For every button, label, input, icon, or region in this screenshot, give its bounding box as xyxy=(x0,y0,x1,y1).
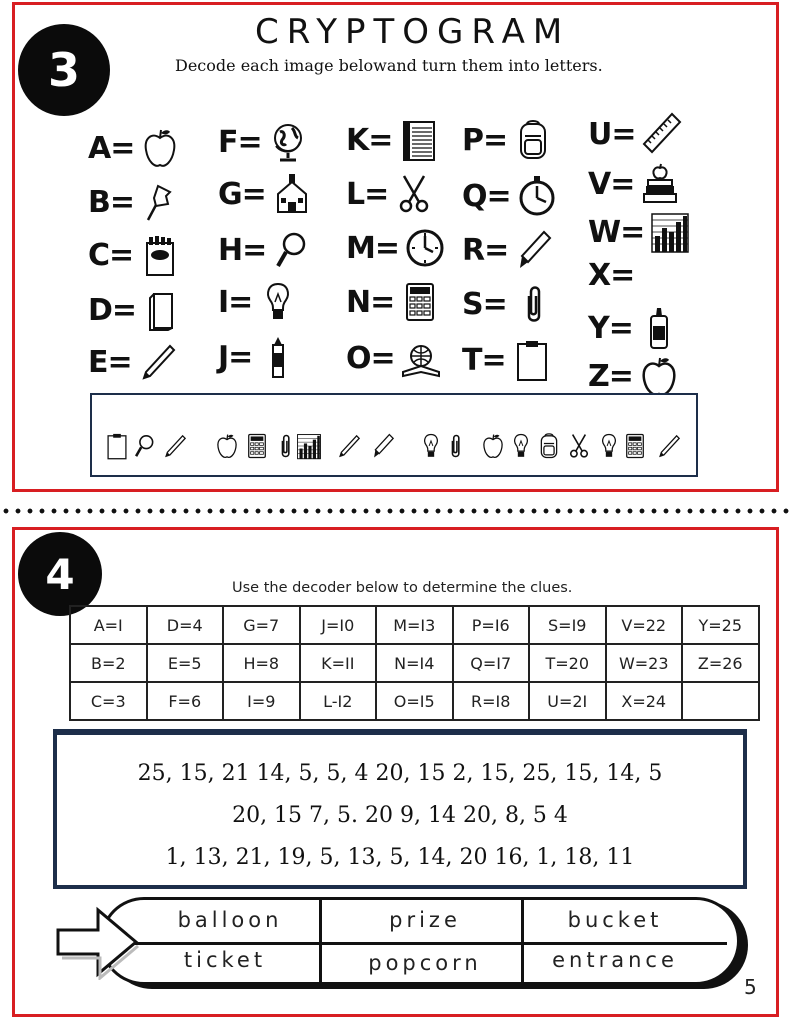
backpack-icon xyxy=(536,432,562,460)
cipher-key-entry xyxy=(462,282,553,326)
cipher-key-entry xyxy=(462,338,552,382)
clipboard-icon xyxy=(104,432,130,460)
pencil-icon xyxy=(162,432,188,460)
calculator-icon xyxy=(400,280,440,324)
decoder-instruction: Use the decoder below to determine the clues. xyxy=(232,580,573,596)
cipher-key-entry xyxy=(588,162,680,206)
cipher-key-letter: S= xyxy=(462,286,507,322)
pencil-icon xyxy=(138,340,178,384)
decoder-row xyxy=(70,606,759,644)
page-number: 5 xyxy=(744,975,757,999)
apple-icon xyxy=(480,432,506,460)
decoder-cell: T=20 xyxy=(529,644,606,682)
cipher-key-entry xyxy=(218,335,298,379)
word-bank-item: bucket xyxy=(567,908,663,932)
page-title: CRYPTOGRAM xyxy=(255,12,571,52)
pushpin-icon xyxy=(140,180,180,224)
crayon-icon xyxy=(258,335,298,379)
lightbulb-icon xyxy=(258,280,298,324)
cipher-key-entry xyxy=(88,288,182,332)
bar-chart-icon xyxy=(296,432,322,460)
glue-icon xyxy=(639,306,679,350)
cipher-key-entry xyxy=(462,174,557,218)
cipher-key-entry xyxy=(88,180,180,224)
decoder-table xyxy=(69,605,760,721)
cipher-key-entry xyxy=(588,210,690,254)
clue-line: 1, 13, 21, 19, 5, 13, 5, 14, 20 16, 1, 18, 11 xyxy=(165,845,635,870)
cipher-key-entry xyxy=(218,120,308,164)
open-book-globe-icon xyxy=(401,336,441,380)
cipher-key-letter: Z= xyxy=(588,358,633,394)
paperclip-icon xyxy=(442,432,468,460)
decoder-cell: K=II xyxy=(300,644,377,682)
cipher-key-entry xyxy=(88,126,180,170)
arrow-right-icon xyxy=(52,904,142,980)
pen-icon xyxy=(514,228,554,272)
decoder-cell: J=I0 xyxy=(300,606,377,644)
cipher-key-letter: L= xyxy=(346,176,389,212)
cipher-key-letter: C= xyxy=(88,237,134,273)
cipher-key-entry xyxy=(346,172,434,216)
decoder-cell: V=22 xyxy=(606,606,683,644)
decoder-cell: Z=26 xyxy=(682,644,759,682)
cipher-key-entry xyxy=(588,112,682,156)
cipher-key-letter: Q= xyxy=(462,178,511,214)
cipher-key-letter: V= xyxy=(588,166,635,202)
decoder-cell: N=I4 xyxy=(376,644,453,682)
magnifier-icon xyxy=(272,228,312,272)
apple-outline-icon xyxy=(639,354,679,398)
globe-icon xyxy=(268,120,308,164)
lightbulb-icon xyxy=(418,432,444,460)
cipher-key-entry xyxy=(462,118,553,162)
crayon-box-icon xyxy=(139,233,179,277)
cipher-key-entry xyxy=(218,228,312,272)
cipher-key-letter: A= xyxy=(88,130,135,166)
decoder-cell: B=2 xyxy=(70,644,147,682)
paperclip-icon xyxy=(272,432,298,460)
cipher-key-letter: F= xyxy=(218,124,262,160)
decoder-cell: S=I9 xyxy=(529,606,606,644)
cipher-key-letter: G= xyxy=(218,176,266,212)
clue-box xyxy=(53,729,747,889)
pencil-icon xyxy=(656,432,682,460)
cryptogram-instruction: Decode each image belowand turn them into letters. xyxy=(175,56,603,75)
decoder-cell: A=I xyxy=(70,606,147,644)
cipher-key-letter: P= xyxy=(462,122,508,158)
cipher-key-entry xyxy=(218,172,312,216)
lightbulb-icon xyxy=(508,432,534,460)
cipher-key-entry xyxy=(88,340,178,384)
decoder-cell: W=23 xyxy=(606,644,683,682)
activity-number-badge: 4 xyxy=(18,532,102,616)
notebook-icon xyxy=(398,118,438,162)
decoder-cell: M=I3 xyxy=(376,606,453,644)
cipher-key-letter: K= xyxy=(346,122,393,158)
clue-line: 20, 15 7, 5. 20 9, 14 20, 8, 5 4 xyxy=(232,803,568,828)
decoder-cell: Q=I7 xyxy=(453,644,530,682)
dotted-divider xyxy=(0,506,794,516)
cipher-key-letter: O= xyxy=(346,340,395,376)
clue-line: 25, 15, 21 14, 5, 5, 4 20, 15 2, 15, 25, 15, 14, 5 xyxy=(137,761,663,786)
cipher-key-entry xyxy=(588,258,634,293)
decoder-cell: H=8 xyxy=(223,644,300,682)
cipher-key-letter: R= xyxy=(462,232,509,268)
decoder-cell: X=24 xyxy=(606,682,683,720)
cipher-key-entry xyxy=(88,233,179,277)
cipher-key-entry xyxy=(346,118,438,162)
cipher-key-letter: N= xyxy=(346,284,395,320)
cipher-key-letter: Y= xyxy=(588,310,633,346)
cipher-key-letter: E= xyxy=(88,344,132,380)
cipher-key-entry xyxy=(346,336,441,380)
cipher-key-entry xyxy=(462,228,554,272)
word-bank-item: entrance xyxy=(552,948,678,972)
decoder-cell: Y=25 xyxy=(682,606,759,644)
decoder-cell: P=I6 xyxy=(453,606,530,644)
decoder-row xyxy=(70,644,759,682)
cipher-key-entry xyxy=(218,280,298,324)
calculator-icon xyxy=(622,432,648,460)
cipher-key-letter: J= xyxy=(218,339,253,375)
decoder-cell: E=5 xyxy=(147,644,224,682)
scissors-icon xyxy=(394,172,434,216)
apple-icon xyxy=(140,126,180,170)
decoder-cell: L-I2 xyxy=(300,682,377,720)
clipboard-icon xyxy=(512,338,552,382)
magnifier-icon xyxy=(132,432,158,460)
scissors-icon xyxy=(566,432,592,460)
cipher-key-letter: M= xyxy=(346,230,399,266)
pen-icon xyxy=(370,432,396,460)
decoder-cell: G=7 xyxy=(223,606,300,644)
word-bank-item: ticket xyxy=(183,948,267,972)
word-bank-item: prize xyxy=(389,908,461,932)
decoder-cell: C=3 xyxy=(70,682,147,720)
cipher-key-entry xyxy=(588,306,679,350)
activity-number-badge: 3 xyxy=(18,24,110,116)
cipher-key-entry xyxy=(346,226,445,270)
decoder-cell xyxy=(682,682,759,720)
decoder-cell: F=6 xyxy=(147,682,224,720)
books-apple-icon xyxy=(640,162,680,206)
decoder-cell: U=2I xyxy=(529,682,606,720)
cipher-key-letter: D= xyxy=(88,292,137,328)
cipher-key-letter: U= xyxy=(588,116,636,152)
decoder-cell: I=9 xyxy=(223,682,300,720)
cipher-key-letter: X= xyxy=(588,258,635,293)
pencil-icon xyxy=(336,432,362,460)
decoder-cell: D=4 xyxy=(147,606,224,644)
cipher-key-letter: B= xyxy=(88,184,135,220)
cipher-key-letter: H= xyxy=(218,232,267,268)
decoder-cell: O=I5 xyxy=(376,682,453,720)
cipher-key-letter: T= xyxy=(462,342,506,378)
wall-clock-icon xyxy=(405,226,445,270)
paperclip-icon xyxy=(513,282,553,326)
cipher-key-entry xyxy=(588,354,679,398)
cipher-key-letter: W= xyxy=(588,214,645,250)
decoder-row xyxy=(70,682,759,720)
book-icon xyxy=(142,288,182,332)
decoder-cell: R=I8 xyxy=(453,682,530,720)
word-bank-item: popcorn xyxy=(368,951,482,975)
bar-chart-icon xyxy=(650,210,690,254)
backpack-icon xyxy=(513,118,553,162)
calculator-icon xyxy=(244,432,270,460)
lightbulb-icon xyxy=(596,432,622,460)
cipher-key-letter: I= xyxy=(218,284,253,320)
schoolhouse-icon xyxy=(272,172,312,216)
ruler-icon xyxy=(642,112,682,156)
cipher-key-entry xyxy=(346,280,440,324)
word-bank-item: balloon xyxy=(177,908,283,932)
apple-icon xyxy=(214,432,240,460)
stopwatch-icon xyxy=(517,174,557,218)
